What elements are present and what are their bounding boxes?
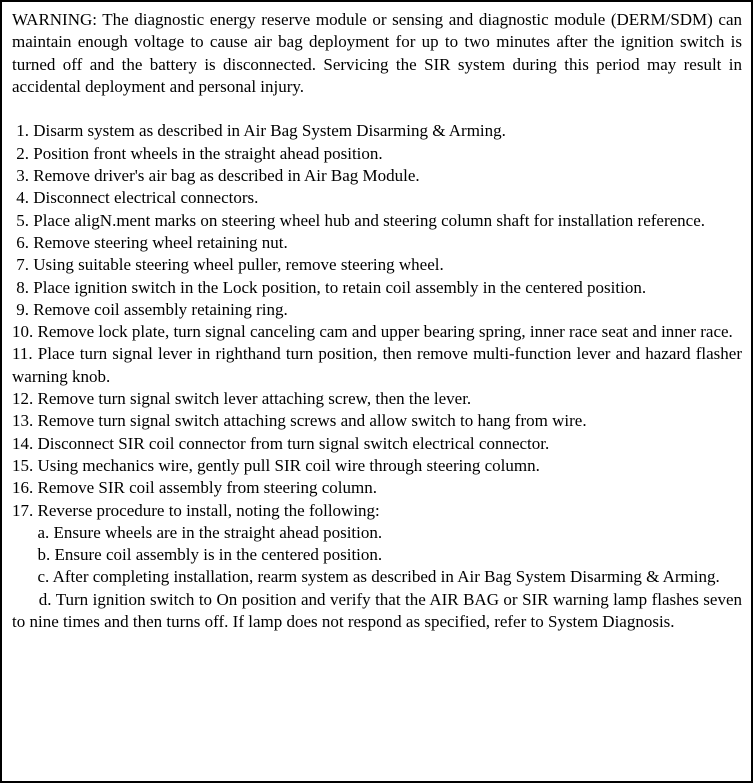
step-7: 7. Using suitable steering wheel puller, remove steering wheel.	[12, 255, 444, 275]
step-8: 8. Place ignition switch in the Lock position, to retain coil assembly in the centered position.	[12, 277, 647, 297]
step-1: 1. Disarm system as described in Air Bag System Disarming & Arming.	[12, 121, 506, 141]
step-10: 10. Remove lock plate, turn signal canceling cam and upper bearing spring, inner race seat and inner race.	[12, 322, 733, 342]
step-9: 9. Remove coil assembly retaining ring.	[12, 299, 288, 319]
step-12: 12. Remove turn signal switch lever attaching screw, then the lever.	[12, 389, 472, 409]
step-17b: b. Ensure coil assembly is in the centered position.	[12, 545, 383, 565]
step-11: 11. Place turn signal lever in righthand turn position, then remove multi-function lever and hazard flasher warning knob.	[12, 344, 747, 386]
warning-paragraph: WARNING: The diagnostic energy reserve module or sensing and diagnostic module (DERM/SDM) can maintain enough voltage to cause air bag deployment for up to two minutes after the ignition switch is turned off and the battery is disconnected. Servicing the SIR system during this period may result in accidental deployment and personal injury.	[12, 10, 747, 96]
step-15: 15. Using mechanics wire, gently pull SIR coil wire through steering column.	[12, 455, 540, 475]
step-4: 4. Disconnect electrical connectors.	[12, 188, 259, 208]
step-16: 16. Remove SIR coil assembly from steering column.	[12, 478, 377, 498]
step-5: 5. Place aligN.ment marks on steering wheel hub and steering column shaft for installation reference.	[12, 210, 705, 230]
step-6: 6. Remove steering wheel retaining nut.	[12, 232, 288, 252]
step-17d: d. Turn ignition switch to On position and verify that the AIR BAG or SIR warning lamp flashes seven to nine times and then turns off. If lamp does not respond as specified, refer to System Diagnosis.	[12, 589, 747, 632]
step-17: 17. Reverse procedure to install, noting the following:	[12, 500, 380, 520]
step-14: 14. Disconnect SIR coil connector from turn signal switch electrical connector.	[12, 433, 550, 453]
step-17c: c. After completing installation, rearm system as described in Air Bag System Disarming & Arming.	[12, 567, 720, 587]
step-17a: a. Ensure wheels are in the straight ahead position.	[12, 522, 383, 542]
step-13: 13. Remove turn signal switch attaching screws and allow switch to hang from wire.	[12, 411, 587, 431]
paragraph-spacer	[12, 98, 742, 120]
step-2: 2. Position front wheels in the straight ahead position.	[12, 143, 383, 163]
step-3: 3. Remove driver's air bag as described in Air Bag Module.	[12, 166, 420, 186]
